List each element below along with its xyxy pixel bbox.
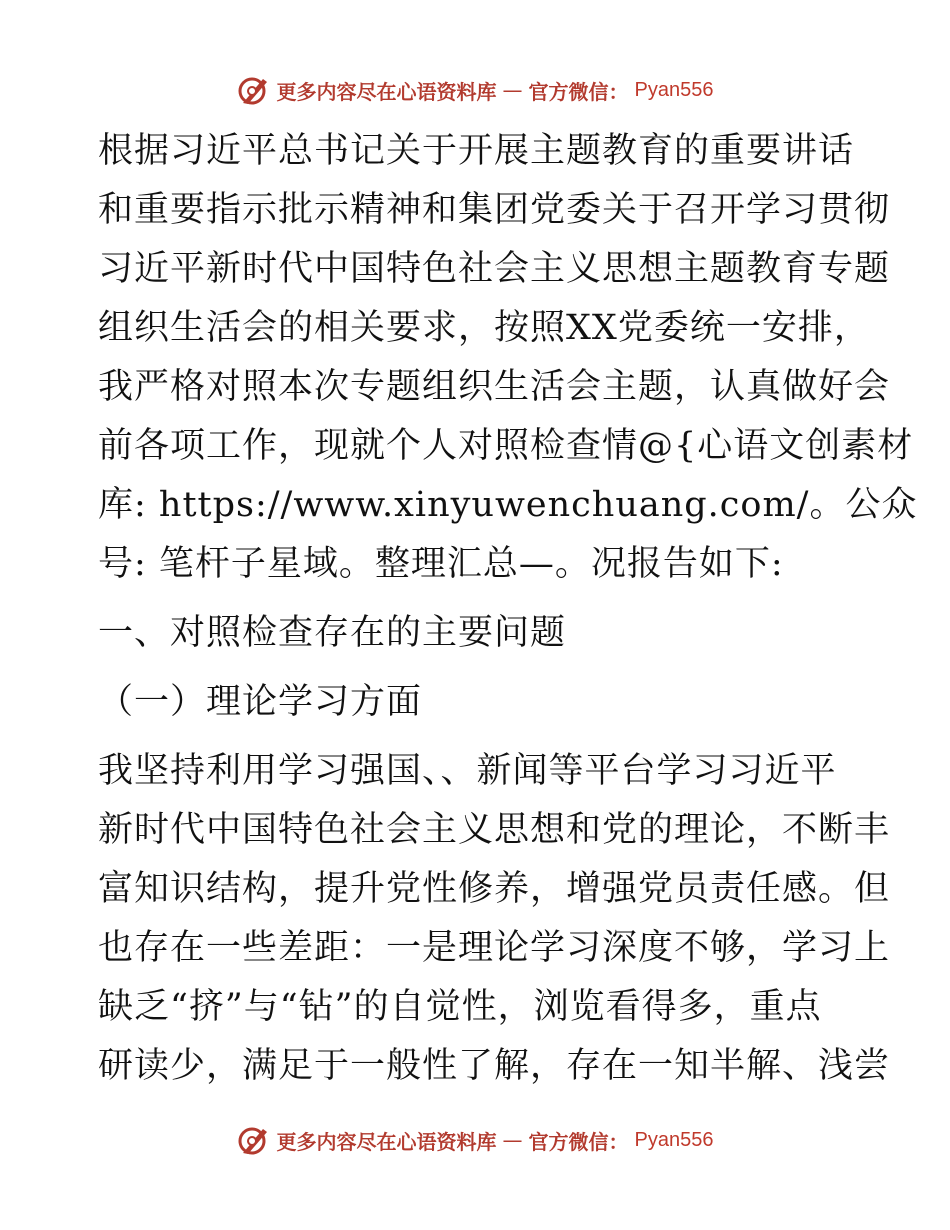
text-line: 我坚持利用学习强国、、新闻等平台学习习近平 <box>98 751 837 791</box>
footer-watermark <box>0 1120 950 1160</box>
text-line: 新时代中国特色社会主义思想和党的理论，不断丰 <box>98 810 891 850</box>
watermark-wechat-label: 官方微信： <box>528 1129 629 1154</box>
section-heading: 一、对照检查存在的主要问题 <box>98 613 567 653</box>
text-line: 习近平新时代中国特色社会主义思想主题教育专题 <box>98 249 891 289</box>
text-line: 也存在一些差距：一是理论学习深度不够，学习上 <box>98 928 891 968</box>
text-line: 前各项工作，现就个人对照检查情@{心语文创素材 <box>98 426 914 466</box>
watermark-separator: — <box>502 1128 523 1152</box>
red-pen-circle-icon <box>237 73 271 107</box>
text-line: 缺乏“挤”与“钻”的自觉性，浏览看得多，重点 <box>98 987 822 1027</box>
red-pen-circle-icon <box>237 1123 271 1157</box>
text-line: 库: https://www.xinyuwenchuang.com/。公众 <box>98 485 918 525</box>
body-paragraph <box>98 742 891 1096</box>
text-line: 和重要指示批示精神和集团党委关于召开学习贯彻 <box>98 190 891 230</box>
document-body <box>98 122 918 1096</box>
watermark-text: 更多内容尽在心语资料库 <box>276 79 497 104</box>
header-watermark <box>0 70 950 110</box>
text-line: 我严格对照本次专题组织生活会主题，认真做好会 <box>98 367 891 407</box>
intro-paragraph <box>98 122 918 594</box>
text-line: 根据习近平总书记关于开展主题教育的重要讲话 <box>98 131 855 171</box>
watermark-wechat-label: 官方微信： <box>528 79 629 104</box>
text-line: 组织生活会的相关要求，按照XX党委统一安排， <box>98 308 870 348</box>
watermark-wechat-id: Pyan556 <box>634 1128 714 1151</box>
text-line: 富知识结构，提升党性修养，增强党员责任感。但 <box>98 869 891 909</box>
text-line: 研读少，满足于一般性了解，存在一知半解、浅尝 <box>98 1046 891 1086</box>
watermark-wechat-id: Pyan556 <box>634 78 714 101</box>
watermark-separator: — <box>502 78 523 102</box>
subsection-heading: （一）理论学习方面 <box>98 682 423 722</box>
text-line: 号: 笔杆子星域。整理汇总—。况报告如下: <box>98 544 784 584</box>
watermark-text: 更多内容尽在心语资料库 <box>276 1129 497 1154</box>
